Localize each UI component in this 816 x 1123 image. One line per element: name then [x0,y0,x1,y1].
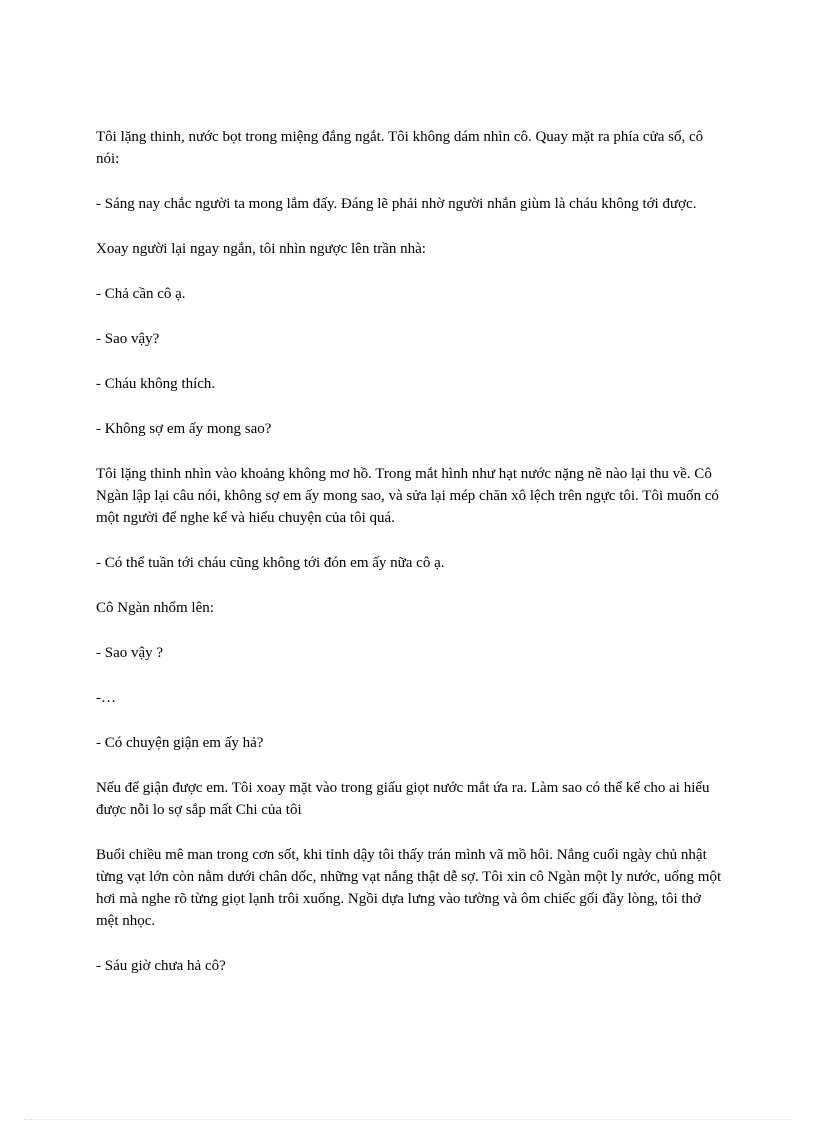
paragraph: Xoay người lại ngay ngắn, tôi nhìn ngược lên trần nhà: [96,241,426,257]
paragraph: -… [96,690,116,706]
document-body [96,126,724,1000]
paragraph: - Sáng nay chắc người ta mong lắm đấy. Đáng lẽ phải nhờ người nhắn giùm là cháu không tới được. [96,196,697,212]
paragraph: - Sáu giờ chưa hả cô? [96,958,226,974]
paragraph: - Có chuyện giận em ấy hả? [96,735,264,751]
paragraph: - Có thể tuần tới cháu cũng không tới đón em ấy nữa cô ạ. [96,555,445,571]
paragraph: Buổi chiều mê man trong cơn sốt, khi tỉnh dậy tôi thấy trán mình vã mồ hôi. Nắng cuối ngày chủ nhật từng vạt lớn còn nằm dưới chân dốc, những vạt nắng thật dễ sợ. Tôi xin cô Ngàn một ly nước, uống một hơi mà nghe rõ từng giọt lạnh trôi xuống. Ngồi dựa lưng vào tường và ôm chiếc gối đầy lòng, tôi thở mệt nhọc. [96,847,722,929]
paragraph: - Sao vậy ? [96,645,164,661]
paragraph: Nếu để giận được em. Tôi xoay mặt vào trong giấu giọt nước mắt ứa ra. Làm sao có thể kể cho ai hiểu được nỗi lo sợ sắp mất Chi của tôi [96,780,710,818]
paragraph: - Không sợ em ấy mong sao? [96,421,272,437]
page-bottom-divider [24,1119,792,1120]
paragraph: - Sao vậy? [96,331,160,347]
paragraph: - Chả cần cô ạ. [96,286,186,302]
paragraph: Cô Ngàn nhổm lên: [96,600,214,616]
paragraph: Tôi lặng thinh, nước bọt trong miệng đắng ngắt. Tôi không dám nhìn cô. Quay mặt ra phía cửa sổ, cô nói: [96,129,704,167]
paragraph: Tôi lặng thinh nhìn vào khoảng không mơ hồ. Trong mắt hình như hạt nước nặng nề nào lại thu về. Cô Ngàn lập lại câu nói, không sợ em ấy mong sao, và sửa lại mép chăn xô lệch trên ngực tôi. Tôi muốn có một người để nghe kể và hiểu chuyện của tôi quá. [96,466,719,526]
paragraph: - Cháu không thích. [96,376,216,392]
